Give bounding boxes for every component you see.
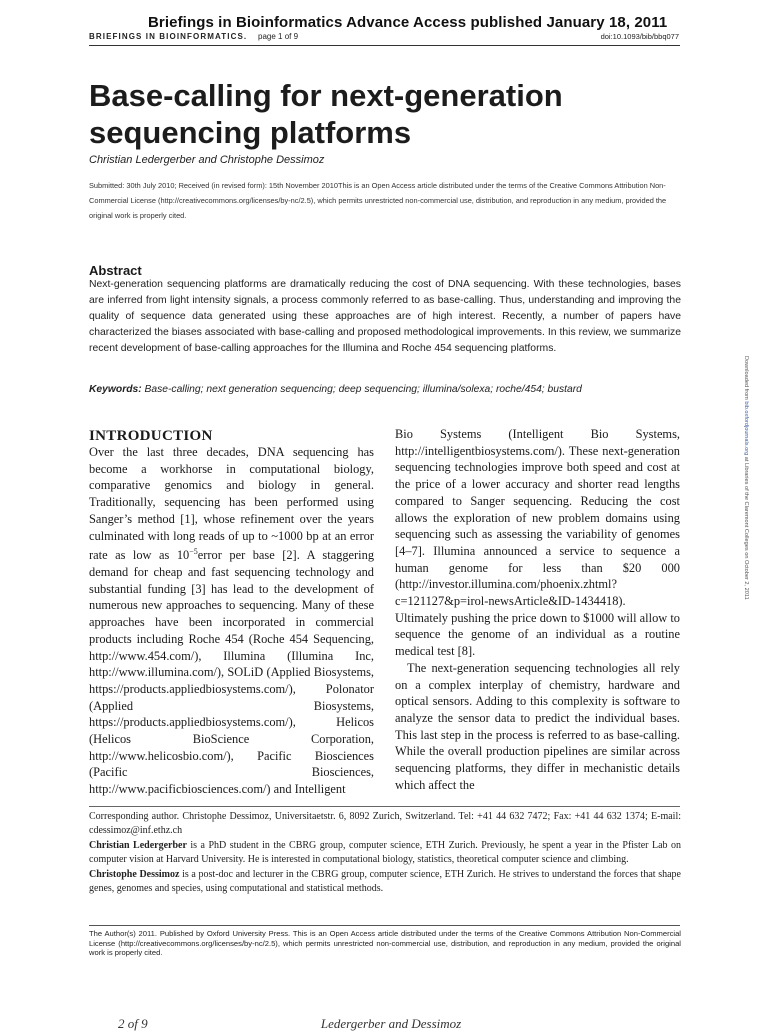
intro-paragraph-2: The next-generation sequencing technologies all rely on a complex interplay of chemistry, hardware and optical sensors. Adding to this complexity is software to analyze the sensor data to predict the individual bases. This last step in the process is referred to as base-calling. While the overall production pipelines are similar across sequencing platforms, they differ in mechanistic details which affect the <box>395 660 680 792</box>
author-name: Christian Ledergerber <box>89 839 187 851</box>
journal-name: BRIEFINGS IN BIOINFORMATICS. <box>89 32 248 41</box>
author-bio-text: is a PhD student in the CBRG group, computer science, ETH Zurich. Previously, he spent a year in the Pfister Lab on computer vision at Harvard University. He is interested in computational biology, statistics, theoretical computer science and climbing. <box>89 839 681 866</box>
author-name: Christophe Dessimoz <box>89 868 180 880</box>
header-rule <box>89 45 680 46</box>
running-footer <box>118 1016 461 1032</box>
corresponding-author: Corresponding author. Christophe Dessimoz, Universitaetstr. 6, 8092 Zurich, Switzerland. Tel: +41 44 632 7472; Fax: +41 44 632 1374; E-mail: cdessimoz@inf.ethz.ch <box>89 811 681 837</box>
intro-text-part: error per base [2]. A staggering demand for cheap and fast sequencing technology and substantial funding [3] has lead to the development of numerous new approaches to sequencing. Many of these approaches have been incorporated in commercial products including Roche 454 (Roche 454 Sequencing, http://www.454.com/), Illumina (Illumina Inc, http://www.illumina.com/), SOLiD (Applied Biosystems, https://products.appliedbiosystems.com/), Polonator (Applied Biosystems, https://products.appliedbiosystems.com/), Helicos (Helicos BioScience Corporation, http://www.helicosbio.com/), Pacific Biosciences (Pacific Biosciences, http://www.pacificbiosciences.com/) and Intelligent <box>89 548 375 797</box>
intro-paragraph-1-cont: Bio Systems (Intelligent Bio Systems, http://intelligentbiosystems.com/). These next-generation sequencing technologies improve both speed and cost at the price of a lower accuracy and shorter read lengths compared to Sanger sequencing. Reducing the cost allows the exploration of new problem domains using sequencing such as assessing the variability of genomes [4–7]. Illumina announced a service to sequence a human genome for less than $20 000 (http://investor.illumina.com/phoenix.zhtml?c=121127&p=irol-newsArticle&ID-1434418). Ultimately pushing the price down to $1000 will allow to sequence the genome of an individual as a routine medical test [8]. <box>395 427 680 659</box>
intro-text-part: Over the last three decades, DNA sequencing has become a workhorse in computational biology, comparative genomics and biology in general. Traditionally, sequencing has been performed using Sanger’s method [1], whose refinement over the years culminated with long reads of up to ~1000 bp at an error rate as low as 10 <box>89 445 374 563</box>
license-rule <box>89 925 680 926</box>
body-column-right <box>395 426 680 793</box>
keywords-list: Base-calling; next generation sequencing; deep sequencing; illumina/solexa; roche/454; bustard <box>144 384 582 395</box>
section-heading-introduction: INTRODUCTION <box>89 428 213 444</box>
submission-info: Submitted: 30th July 2010; Received (in revised form): 15th November 2010This is an Open Access article distributed under the terms of the Creative Commons Attribution Non-Commercial License (http://creativecommons.org/licenses/by-nc/2.5), which permits unrestricted non-commercial use, distribution, and reproduction in any medium, provided the original work is properly cited. <box>89 181 667 221</box>
author-bio-text: is a post-doc and lecturer in the CBRG group, computer science, ETH Zurich. He strives to understand the forces that shape genes, genomes and species, using computational and statistical methods. <box>89 868 681 895</box>
download-text: at Libraries of the Claremont Colleges on October 2, 2011 <box>743 455 749 600</box>
abstract-heading: Abstract <box>89 263 142 278</box>
keywords <box>89 384 681 395</box>
author-bio-1 <box>89 839 681 868</box>
page-indicator: page 1 of 9 <box>258 32 299 41</box>
footnote-rule <box>89 806 680 807</box>
keywords-label: Keywords: <box>89 384 142 395</box>
doi: doi:10.1093/bib/bbq077 <box>600 32 679 41</box>
article-title: Base-calling for next-generation sequencing platforms <box>89 78 563 150</box>
license-notice: The Author(s) 2011. Published by Oxford University Press. This is an Open Access article distributed under the terms of the Creative Commons Attribution Non-Commercial License (http://creativecommons.org/licenses/by-nc/2.5), which permits unrestricted non-commercial use, distribution, and reproduction in any medium, provided the original work is properly cited. <box>89 929 681 957</box>
download-link[interactable]: bib.oxfordjournals.org <box>743 401 749 456</box>
intro-exponent: −5 <box>189 547 198 557</box>
footer-running-head: Ledergerber and Dessimoz <box>320 1016 462 1031</box>
footnotes <box>89 810 681 896</box>
published-notice: Briefings in Bioinformatics Advance Access published January 18, 2011 <box>148 14 668 31</box>
abstract-text: Next-generation sequencing platforms are dramatically reducing the cost of DNA sequencing. With these technologies, bases are inferred from light intensity signals, a process commonly referred to as base-calling. Thus, understanding and improving the quality of sequence data generated using these approaches are of high interest. Recently, a number of papers have characterized the biases associated with base-calling and proposed methodological improvements. In this review, we summarize recent development of base-calling approaches for the Illumina and Roche 454 sequencing platforms. <box>89 279 681 354</box>
footer-page-number: 2 of 9 <box>118 1016 148 1031</box>
authors: Christian Ledergerber and Christophe Dessimoz <box>89 154 325 166</box>
body-column-left <box>89 444 374 798</box>
download-text: Downloaded from <box>743 356 749 402</box>
intro-paragraph-1 <box>89 444 374 798</box>
author-bio-2 <box>89 868 681 897</box>
download-watermark <box>740 356 749 634</box>
